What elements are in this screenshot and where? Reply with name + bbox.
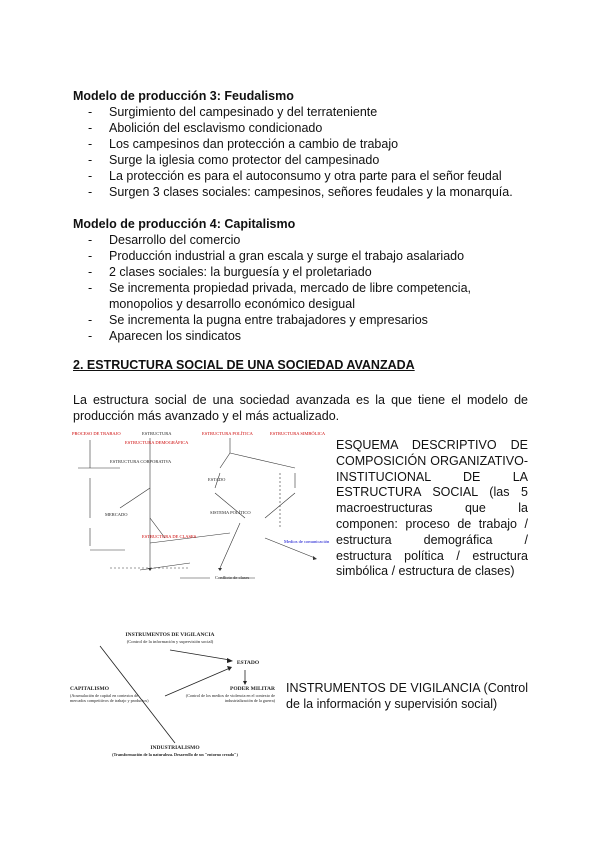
capitalismo-node: CAPITALISMO <box>70 686 110 692</box>
list-item: - Surgen 3 clases sociales: campesinos, señores feudales y la monarquía. <box>73 184 528 200</box>
section-title: Modelo de producción 4: Capitalismo <box>73 217 296 231</box>
label-medios-comunicacion: Medios de comunicación <box>284 539 330 544</box>
section-title: Modelo de producción 3: Feudalismo <box>73 89 294 103</box>
list-item: - Abolición del esclavismo condicionado <box>73 120 528 136</box>
section-feudalismo <box>73 88 528 200</box>
label-estructura-clases: ESTRUCTURA DE CLASES <box>142 534 197 539</box>
bullet-list <box>73 104 528 200</box>
list-item: - La protección es para el autoconsumo y otra parte para el señor feudal <box>73 168 528 184</box>
estado-node: ESTADO <box>236 660 260 666</box>
section-heading: 2. ESTRUCTURA SOCIAL DE UNA SOCIEDAD AVANZADA <box>73 358 415 372</box>
capitalismo-desc: (Acumulación de capital en contextos de mercados competitivos de trabajo y productos) <box>70 693 149 703</box>
list-item: - Desarrollo del comercio <box>73 232 528 248</box>
label-estructura-demografica: ESTRUCTURA DEMOGRÁFICA <box>125 440 189 445</box>
label-conflicto-clases: Conflicto de clases <box>215 575 250 580</box>
list-item: - Aparecen los sindicatos <box>73 328 528 344</box>
industrialismo-node: INDUSTRIALISMO <box>150 745 200 751</box>
label-estructura-corporativa: ESTRUCTURA CORPORATIVA <box>110 459 172 464</box>
label-sistema-politico: SISTEMA POLÍTICO <box>210 510 251 515</box>
label-estructura: ESTRUCTURA <box>142 431 172 436</box>
diagram2-subtitle: (Control de la información y supervisión social) <box>126 639 214 644</box>
poder-militar-desc: (Control de los medios de violencia en el contexto de industrialización de la guerra) <box>185 693 275 703</box>
poder-militar-node: PODER MILITAR <box>230 686 275 692</box>
diagram2-caption: INSTRUMENTOS DE VIGILANCIA (Control de la información y supervisión social) <box>286 681 528 711</box>
label-proceso-trabajo: PROCESO DE TRABAJO <box>72 431 121 436</box>
list-item: - Se incrementa la pugna entre trabajadores y empresarios <box>73 312 528 328</box>
industrialismo-desc: (Transformación de la naturaleza. Desarrollo de un "entorno creado") <box>112 752 238 757</box>
section-capitalismo <box>73 216 528 344</box>
list-item: - Surgimiento del campesinado y del terrateniente <box>73 104 528 120</box>
label-estructura-simbolica: ESTRUCTURA SIMBÓLICA <box>270 431 326 436</box>
diagram1-caption: ESQUEMA DESCRIPTIVO DE COMPOSICIÓN ORGANIZATIVO-INSTITUCIONAL DE LA ESTRUCTURA SOCIAL (las 5 macroestructuras que la componen: proceso de trabajo / estructura demográfica / estructura política / estructura simbólica / estructura de clases) <box>336 438 528 579</box>
bullet-list <box>73 232 528 344</box>
label-estructura-politica: ESTRUCTURA POLÍTICA <box>202 431 253 436</box>
list-item: - Producción industrial a gran escala y surge el trabajo asalariado <box>73 248 528 264</box>
label-mercado: MERCADO <box>105 512 128 517</box>
list-item: - Surge la iglesia como protector del campesinado <box>73 152 528 168</box>
label-estado: ESTADO <box>208 477 226 482</box>
list-item: - 2 clases sociales: la burguesía y el proletariado <box>73 264 528 280</box>
list-item: - Los campesinos dan protección a cambio de trabajo <box>73 136 528 152</box>
social-structure-diagram <box>70 428 332 583</box>
body-paragraph: La estructura social de una sociedad avanzada es la que tiene el modelo de producción más avanzado y el más actualizado. <box>73 393 528 423</box>
diagram2-title: INSTRUMENTOS DE VIGILANCIA <box>125 632 215 638</box>
surveillance-diagram <box>70 628 275 768</box>
list-item: - Se incrementa propiedad privada, mercado de libre competencia, monopolios y desarrollo económico desigual <box>73 280 528 312</box>
diagram-lines <box>70 428 332 583</box>
